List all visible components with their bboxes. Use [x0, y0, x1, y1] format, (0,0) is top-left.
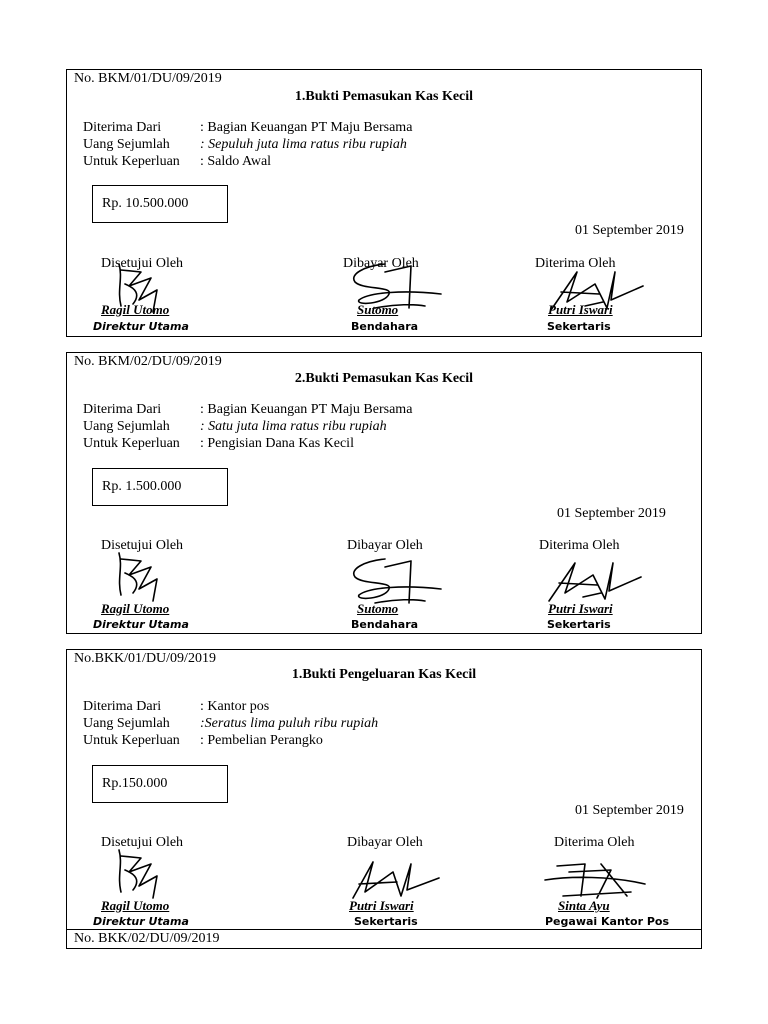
- amount-words-label: Uang Sejumlah: [83, 137, 170, 152]
- purpose-label: Untuk Keperluan: [83, 436, 180, 451]
- payer-title: Sekertaris: [354, 915, 418, 928]
- received-by-label: Diterima Oleh: [554, 835, 635, 850]
- approver-name: Ragil Utomo: [101, 601, 170, 616]
- received-by-label: Diterima Oleh: [539, 538, 620, 553]
- receiver-name: Putri Iswari: [548, 302, 613, 317]
- amount-box: Rp. 10.500.000: [92, 185, 228, 223]
- receiver-name: Sinta Ayu: [558, 898, 610, 913]
- approved-by-label: Disetujui Oleh: [101, 256, 184, 271]
- paid-by-label: Dibayar Oleh: [347, 835, 423, 850]
- purpose-value: : Pengisian Dana Kas Kecil: [200, 436, 354, 451]
- voucher-date: 01 September 2019: [575, 223, 684, 238]
- received-from-label: Diterima Dari: [83, 402, 162, 417]
- signature-approver: [111, 846, 191, 904]
- receiver-title: Pegawai Kantor Pos: [545, 915, 670, 928]
- approver-title: Direktur Utama: [93, 618, 189, 631]
- amount-words-value: : Satu juta lima ratus ribu rupiah: [200, 419, 387, 434]
- approver-name: Ragil Utomo: [101, 302, 170, 317]
- received-from-value: : Kantor pos: [200, 699, 270, 714]
- amount-words-value: : Sepuluh juta lima ratus ribu rupiah: [200, 137, 407, 152]
- approved-by-label: Disetujui Oleh: [101, 538, 184, 553]
- purpose-label: Untuk Keperluan: [83, 154, 180, 169]
- paid-by-label: Dibayar Oleh: [343, 256, 419, 271]
- received-from-label: Diterima Dari: [83, 699, 162, 714]
- voucher-1: [66, 69, 702, 337]
- approver-title: Direktur Utama: [93, 320, 189, 333]
- voucher-date: 01 September 2019: [575, 803, 684, 818]
- amount-box: Rp.150.000: [92, 765, 228, 803]
- receiver-title: Sekertaris: [547, 320, 611, 333]
- payer-title: Bendahara: [351, 320, 419, 333]
- approver-name: Ragil Utomo: [101, 898, 170, 913]
- received-from-label: Diterima Dari: [83, 120, 162, 135]
- voucher-number: No. BKM/02/DU/09/2019: [74, 354, 222, 369]
- voucher-number: No. BKK/02/DU/09/2019: [74, 931, 220, 946]
- paid-by-label: Dibayar Oleh: [347, 538, 423, 553]
- payer-title: Bendahara: [351, 618, 419, 631]
- voucher-date: 01 September 2019: [557, 506, 666, 521]
- receiver-title: Sekertaris: [547, 618, 611, 631]
- received-from-value: : Bagian Keuangan PT Maju Bersama: [200, 402, 413, 417]
- voucher-number: No.BKK/01/DU/09/2019: [74, 651, 216, 666]
- purpose-label: Untuk Keperluan: [83, 733, 180, 748]
- signature-approver: [111, 549, 191, 607]
- payer-name: Putri Iswari: [349, 898, 414, 913]
- receiver-name: Putri Iswari: [548, 601, 613, 616]
- purpose-value: : Pembelian Perangko: [200, 733, 323, 748]
- voucher-2: [66, 352, 702, 634]
- amount-words-label: Uang Sejumlah: [83, 716, 170, 731]
- payer-name: Sutomo: [357, 302, 399, 317]
- voucher-3: [66, 649, 702, 930]
- received-by-label: Diterima Oleh: [535, 256, 616, 271]
- voucher-title: 2.Bukti Pemasukan Kas Kecil: [294, 371, 474, 386]
- voucher-number: No. BKM/01/DU/09/2019: [74, 71, 222, 86]
- amount-words-value: :Seratus lima puluh ribu rupiah: [200, 716, 379, 731]
- amount-words-label: Uang Sejumlah: [83, 419, 170, 434]
- payer-name: Sutomo: [357, 601, 399, 616]
- voucher-title: 1.Bukti Pengeluaran Kas Kecil: [291, 667, 477, 682]
- received-from-value: : Bagian Keuangan PT Maju Bersama: [200, 120, 413, 135]
- voucher-title: 1.Bukti Pemasukan Kas Kecil: [294, 89, 474, 104]
- approved-by-label: Disetujui Oleh: [101, 835, 184, 850]
- purpose-value: : Saldo Awal: [200, 154, 272, 169]
- amount-box: Rp. 1.500.000: [92, 468, 228, 506]
- approver-title: Direktur Utama: [93, 915, 189, 928]
- voucher-4-partial: [66, 929, 702, 949]
